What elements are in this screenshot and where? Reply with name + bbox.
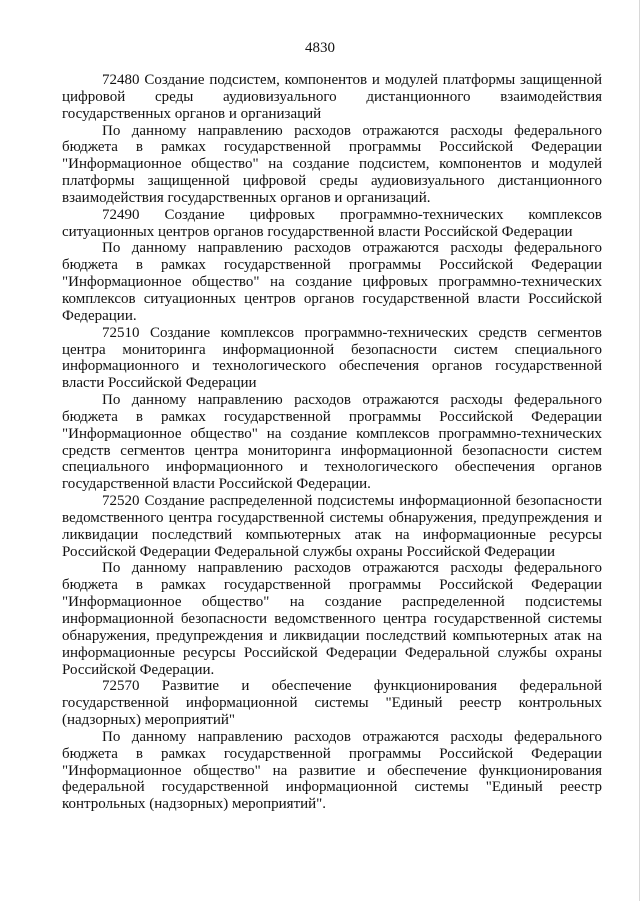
section-heading-72490: 72490 Создание цифровых программно-технических комплексов ситуационных центров органов государственной власти Российской Федерации: [62, 206, 602, 240]
section-description-72480: По данному направлению расходов отражаются расходы федерального бюджета в рамках государственной программы Российской Федерации "Информационное общество" на создание подсистем, компонентов и модулей платформы защищенной цифровой среды аудиовизуального дистанционного взаимодействия государственных органов и организаций.: [62, 122, 602, 206]
section-heading-72520: 72520 Создание распределенной подсистемы информационной безопасности ведомственного центра государственной системы обнаружения, предупреждения и ликвидации последствий компьютерных атак на информационные ресурсы Российской Федерации Федеральной службы охраны Российской Федерации: [62, 493, 602, 560]
page-number: 4830: [305, 40, 335, 56]
section-heading-72570: 72570 Развитие и обеспечение функционирования федеральной государственной информационной системы "Единый реестр контрольных (надзорных) мероприятий": [62, 678, 602, 729]
section-description-72490: По данному направлению расходов отражаются расходы федерального бюджета в рамках государственной программы Российской Федерации "Информационное общество" на создание цифровых программно-технических комплексов ситуационных центров органов государственной власти Российской Федерации.: [62, 240, 602, 324]
section-description-72570: По данному направлению расходов отражаются расходы федерального бюджета в рамках государственной программы Российской Федерации "Информационное общество" на развитие и обеспечение функционирования федеральной государственной информационной системы "Единый реестр контрольных (надзорных) мероприятий".: [62, 728, 602, 813]
document-body: [62, 72, 602, 813]
section-description-72520: По данному направлению расходов отражаются расходы федерального бюджета в рамках государственной программы Российской Федерации "Информационное общество" на создание распределенной подсистемы информационной безопасности ведомственного центра государственной системы обнаружения, предупреждения и ликвидации последствий компьютерных атак на информационные ресурсы Российской Федерации Федеральной службы охраны Российской Федерации.: [62, 560, 602, 678]
section-heading-72510: 72510 Создание комплексов программно-технических средств сегментов центра мониторинга информационной безопасности систем специального информационного и технологического обеспечения органов государственной власти Российской Федерации: [62, 324, 602, 392]
section-heading-72480: 72480 Создание подсистем, компонентов и модулей платформы защищенной цифровой среды аудиовизуального дистанционного взаимодействия государственных органов и организаций: [62, 72, 602, 122]
section-description-72510: По данному направлению расходов отражаются расходы федерального бюджета в рамках государственной программы Российской Федерации "Информационное общество" на создание комплексов программно-технических средств сегментов центра мониторинга информационной безопасности систем специального информационного и технологического обеспечения органов государственной власти Российской Федерации.: [62, 392, 602, 493]
